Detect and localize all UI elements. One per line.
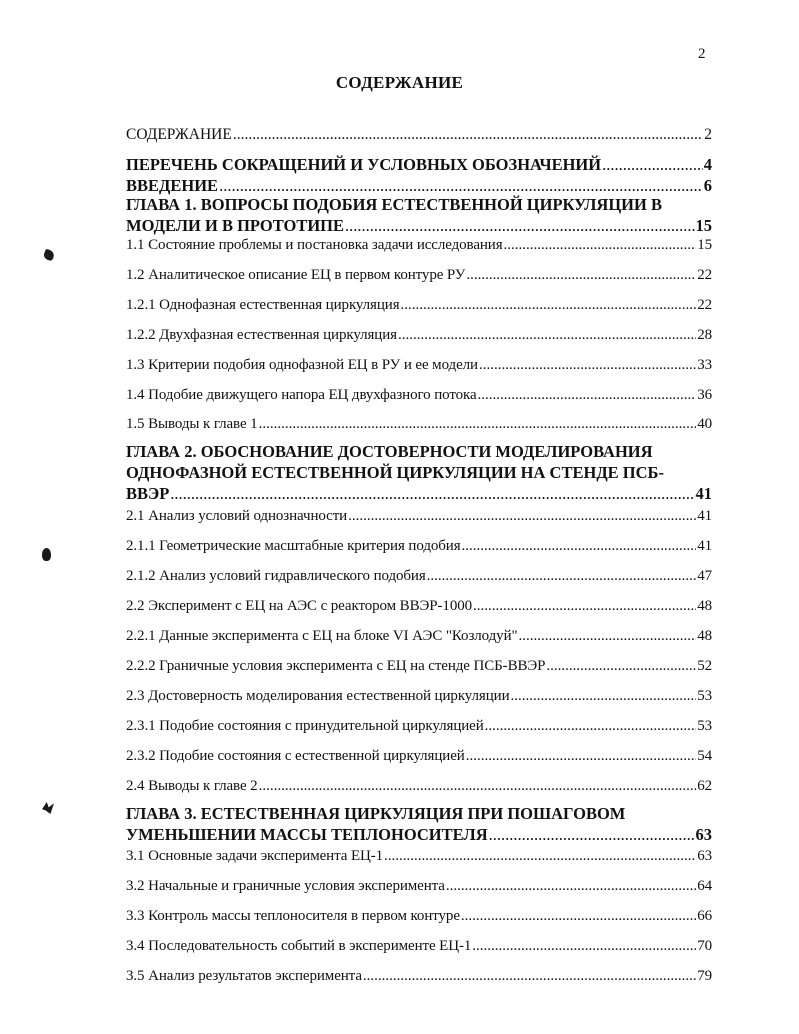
toc-entry-page: 41 — [695, 484, 712, 503]
leader-dots — [479, 355, 696, 375]
toc-entry-title: 2.1 Анализ условий однозначности — [126, 508, 348, 524]
toc-entry-title: 3.4 Последовательность событий в эксперименте ЕЦ-1 — [126, 938, 472, 954]
leader-dots — [170, 483, 694, 504]
toc-entry-page: 63 — [697, 848, 712, 864]
toc-entry-title: 3.1 Основные задачи эксперимента ЕЦ-1 — [126, 848, 384, 864]
toc-entry[interactable] — [126, 295, 712, 315]
toc-entry[interactable] — [126, 536, 712, 556]
toc-entry-title: УМЕНЬШЕНИИ МАССЫ ТЕПЛОНОСИТЕЛЯ — [126, 825, 488, 844]
toc-entry-page: 15 — [695, 216, 712, 235]
leader-dots — [461, 906, 696, 926]
toc-entry[interactable] — [126, 355, 712, 375]
leader-dots — [473, 596, 696, 616]
toc-entry[interactable] — [126, 385, 712, 405]
toc-entry[interactable] — [126, 325, 712, 345]
leader-dots — [259, 414, 697, 434]
margin-mark — [42, 548, 51, 561]
leader-dots — [259, 776, 697, 796]
toc-entry-page: 53 — [697, 688, 712, 704]
toc-entry-page: 79 — [697, 968, 712, 984]
toc-entry[interactable] — [126, 194, 712, 236]
toc-entry-page: 41 — [697, 508, 712, 524]
toc-entry-page: 6 — [703, 176, 712, 195]
toc-entry[interactable] — [126, 441, 712, 504]
toc-entry-title-line: ГЛАВА 2. ОБОСНОВАНИЕ ДОСТОВЕРНОСТИ МОДЕЛИРОВАНИЯ — [126, 442, 653, 461]
toc-entry[interactable] — [126, 876, 712, 896]
leader-dots — [485, 716, 697, 736]
leader-dots — [345, 215, 694, 236]
toc-entry-title: 1.5 Выводы к главе 1 — [126, 416, 258, 432]
leader-dots — [427, 566, 697, 586]
toc-entry-title-line: ОДНОФАЗНОЙ ЕСТЕСТВЕННОЙ ЦИРКУЛЯЦИИ НА СТЕНДЕ ПСБ- — [126, 463, 664, 482]
toc-entry-page: 15 — [697, 237, 712, 253]
margin-mark — [43, 249, 56, 262]
toc-entry[interactable] — [126, 716, 712, 736]
leader-dots — [504, 235, 697, 255]
leader-dots — [478, 385, 697, 405]
leader-dots — [546, 656, 696, 676]
leader-dots — [466, 265, 696, 285]
toc-entry-page: 64 — [697, 878, 712, 894]
toc-entry[interactable] — [126, 566, 712, 586]
toc-entry[interactable] — [126, 154, 712, 175]
leader-dots — [472, 936, 696, 956]
toc-entry[interactable] — [126, 175, 712, 196]
leader-dots — [398, 325, 696, 345]
toc-entry[interactable] — [126, 686, 712, 706]
toc-entry-title: ПЕРЕЧЕНЬ СОКРАЩЕНИЙ И УСЛОВНЫХ ОБОЗНАЧЕНИЙ — [126, 155, 602, 174]
toc-entry[interactable] — [126, 414, 712, 434]
page-number: 2 — [698, 46, 706, 62]
toc-entry-page: 40 — [697, 416, 712, 432]
toc-entry[interactable] — [126, 803, 712, 845]
toc-entry-title: 2.3.1 Подобие состояния с принудительной циркуляцией — [126, 718, 484, 734]
leader-dots — [348, 506, 696, 526]
margin-mark — [42, 802, 54, 814]
toc-entry[interactable] — [126, 265, 712, 285]
toc-entry-page: 53 — [697, 718, 712, 734]
toc-entry-title-line: ГЛАВА 1. ВОПРОСЫ ПОДОБИЯ ЕСТЕСТВЕННОЙ ЦИРКУЛЯЦИИ В — [126, 195, 662, 214]
toc-entry[interactable] — [126, 746, 712, 766]
toc-entry-page: 22 — [697, 267, 712, 283]
leader-dots — [462, 536, 697, 556]
toc-entry-page: 41 — [697, 538, 712, 554]
toc-entry-page: 66 — [697, 908, 712, 924]
toc-entry-title: 2.2.2 Граничные условия эксперимента с ЕЦ на стенде ПСБ-ВВЭР — [126, 658, 546, 674]
leader-dots — [489, 824, 695, 845]
toc-entry-title: 2.3.2 Подобие состояния с естественной циркуляцией — [126, 748, 465, 764]
toc-entry-page: 48 — [697, 628, 712, 644]
toc-entry-title: 2.2.1 Данные эксперимента с ЕЦ на блоке VI АЭС "Козлодуй" — [126, 628, 518, 644]
toc-entry-page: 47 — [697, 568, 712, 584]
toc-entry-page: 70 — [697, 938, 712, 954]
toc-entry-title: 1.2.1 Однофазная естественная циркуляция — [126, 297, 400, 313]
toc-entry-title: 3.5 Анализ результатов эксперимента — [126, 968, 362, 984]
toc-entry-title: 3.3 Контроль массы теплоносителя в первом контуре — [126, 908, 460, 924]
toc-entry-title: МОДЕЛИ И В ПРОТОТИПЕ — [126, 216, 345, 235]
toc-entry-title: 2.3 Достоверность моделирования естественной циркуляции — [126, 688, 510, 704]
toc-entry[interactable] — [126, 626, 712, 646]
leader-dots — [466, 746, 696, 766]
toc-entry-title: 1.3 Критерии подобия однофазной ЕЦ в РУ и ее модели — [126, 357, 478, 373]
document-title: СОДЕРЖАНИЕ — [335, 73, 464, 92]
toc-entry[interactable] — [126, 776, 712, 796]
toc-entry[interactable] — [126, 846, 712, 866]
leader-dots — [363, 966, 696, 986]
toc-entry-page: 52 — [697, 658, 712, 674]
toc-entry-page: 36 — [697, 387, 712, 403]
leader-dots — [401, 295, 697, 315]
toc-entry-title: 1.1 Состояние проблемы и постановка задачи исследования — [126, 237, 503, 253]
toc-entry-page: 28 — [697, 327, 712, 343]
toc-entry-title: 3.2 Начальные и граничные условия эксперимента — [126, 878, 445, 894]
leader-dots — [602, 154, 703, 175]
toc-entry-title-line: ГЛАВА 3. ЕСТЕСТВЕННАЯ ЦИРКУЛЯЦИЯ ПРИ ПОШАГОВОМ — [126, 804, 626, 823]
toc-entry[interactable] — [126, 235, 712, 255]
toc-entry-page: 63 — [695, 825, 712, 844]
toc-entry[interactable] — [126, 506, 712, 526]
toc-entry-page: 2 — [704, 126, 712, 143]
leader-dots — [511, 686, 697, 706]
toc-entry-page: 62 — [697, 778, 712, 794]
toc-entry-page: 22 — [697, 297, 712, 313]
toc-entry-title: 2.1.2 Анализ условий гидравлического подобия — [126, 568, 426, 584]
toc-entry-title: СОДЕРЖАНИЕ — [126, 126, 232, 143]
leader-dots — [233, 125, 703, 145]
leader-dots — [384, 846, 696, 866]
toc-entry-title: 2.4 Выводы к главе 2 — [126, 778, 258, 794]
toc-entry[interactable] — [126, 906, 712, 926]
toc-entry[interactable] — [126, 966, 712, 986]
toc-entry-page: 48 — [697, 598, 712, 614]
toc-entry[interactable] — [126, 596, 712, 616]
toc-entry-page: 54 — [697, 748, 712, 764]
toc-entry-title: 2.2 Эксперимент с ЕЦ на АЭС с реактором ВВЭР-1000 — [126, 598, 473, 614]
toc-entry-title: ВВЕДЕНИЕ — [126, 176, 219, 195]
toc-entry[interactable] — [126, 125, 712, 145]
toc-entry-title: 1.4 Подобие движущего напора ЕЦ двухфазного потока — [126, 387, 477, 403]
toc-entry-page: 33 — [697, 357, 712, 373]
toc-entry[interactable] — [126, 936, 712, 956]
toc-entry[interactable] — [126, 656, 712, 676]
toc-entry-title: ВВЭР — [126, 484, 170, 503]
leader-dots — [446, 876, 696, 896]
toc-entry-title: 1.2 Аналитическое описание ЕЦ в первом контуре РУ — [126, 267, 466, 283]
toc-entry-title: 1.2.2 Двухфазная естественная циркуляция — [126, 327, 397, 343]
leader-dots — [519, 626, 697, 646]
leader-dots — [219, 175, 703, 196]
toc-entry-title: 2.1.1 Геометрические масштабные критерия подобия — [126, 538, 461, 554]
toc-entry-page: 4 — [703, 155, 712, 174]
